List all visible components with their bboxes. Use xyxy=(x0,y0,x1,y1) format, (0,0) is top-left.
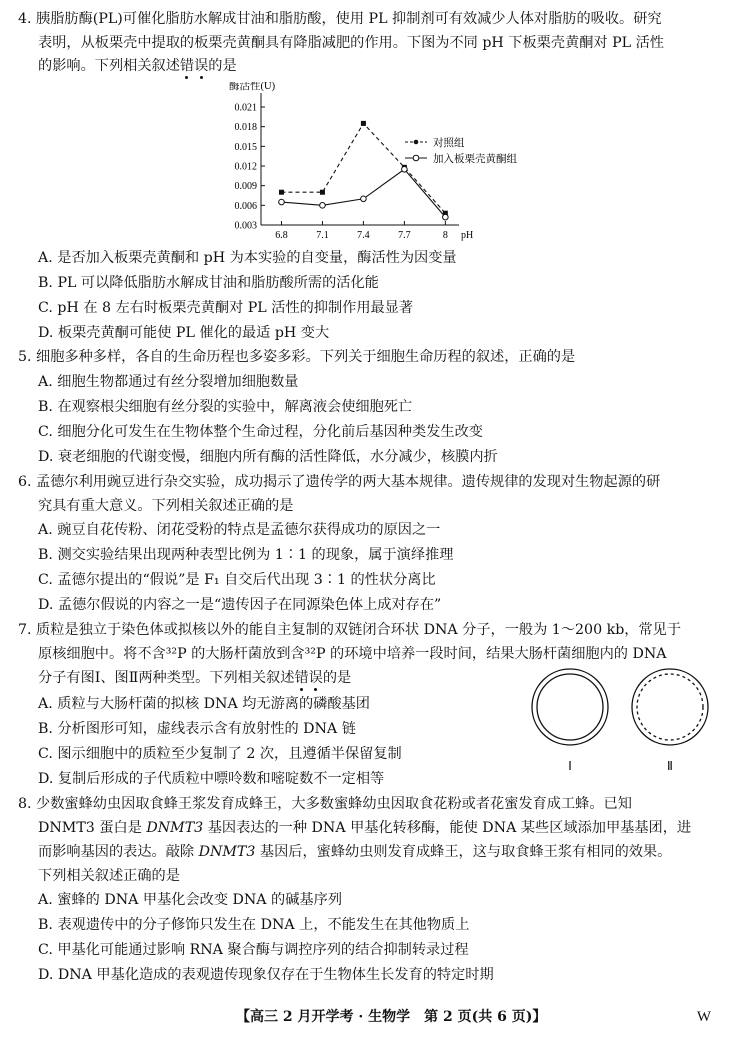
figure-label-1: Ⅰ xyxy=(568,759,572,773)
q8-text: 基因表达的一种 DNA 甲基化转移酶，能使 DNA 某些区域添加甲基基团，进 xyxy=(203,820,692,836)
q4-stem-text: 的影响。下列相关叙述 xyxy=(38,58,180,74)
q4-stem-text: 的是 xyxy=(208,58,237,74)
data-point xyxy=(279,190,284,195)
y-tick-label: 0.015 xyxy=(234,141,257,153)
q8-option-a[interactable]: A. 蜜蜂的 DNA 甲基化会改变 DNA 的碱基序列 xyxy=(38,892,343,908)
q8-stem-line4: 下列相关叙述正确的是 xyxy=(38,868,180,884)
plasmid-figure-1 xyxy=(532,669,608,745)
q4-option-b[interactable]: B. PL 可以降低脂肪水解成甘油和脂肪酸所需的活化能 xyxy=(38,275,379,291)
figure-label-2: Ⅱ xyxy=(667,759,673,773)
q6-option-c[interactable]: C. 孟德尔提出的“假说”是 F₁ 自交后代出现 3∶1 的性状分离比 xyxy=(38,572,436,588)
series-line-2 xyxy=(281,169,445,217)
data-point xyxy=(361,121,366,126)
q7-stem-line2: 原核细胞中。将不含³²P 的大肠杆菌放到含³²P 的环境中培养一段时间，结果大肠杆菌细胞内的 DNA xyxy=(38,646,667,662)
q4-option-a[interactable]: A. 是否加入板栗壳黄酮和 pH 为本实验的自变量，酶活性为因变量 xyxy=(38,250,457,266)
q8-text: 基因后，蜜蜂幼虫则发育成蜂王，这与取食蜂王浆有相同的效果。 xyxy=(255,844,672,860)
q8-stem-line3 xyxy=(38,843,671,861)
q8-option-d[interactable]: D. DNA 甲基化造成的表观遗传现象仅存在于生物体生长发育的特定时期 xyxy=(38,967,494,983)
y-tick-label: 0.018 xyxy=(234,122,257,134)
data-point xyxy=(402,166,408,172)
y-tick-label: 0.003 xyxy=(234,220,257,232)
q8-text: 而影响基因的表达。敲除 xyxy=(38,844,199,860)
y-tick-label: 0.006 xyxy=(234,200,257,212)
gene-name: DNMT3 xyxy=(198,844,256,860)
q7-option-b[interactable]: B. 分析图形可知，虚线表示含有放射性的 DNA 链 xyxy=(38,721,356,737)
legend-marker xyxy=(414,140,419,145)
y-tick-label: 0.021 xyxy=(234,102,257,114)
y-tick-label: 0.012 xyxy=(234,161,257,173)
q5-option-c[interactable]: C. 细胞分化可发生在生物体整个生命过程，分化前后基因种类发生改变 xyxy=(38,424,483,440)
q4-stem-line1: 4. 胰脂肪酶(PL)可催化脂肪水解成甘油和脂肪酸，使用 PL 抑制剂可有效减少人体对脂肪的吸收。研究 xyxy=(18,11,662,27)
y-axis-label: 酶活性(U) xyxy=(229,82,276,92)
x-tick-label: 7.4 xyxy=(357,230,370,241)
data-point xyxy=(320,190,325,195)
legend-label: 加入板栗壳黄酮组 xyxy=(433,154,517,165)
x-axis-label: pH xyxy=(461,230,474,241)
q6-option-d[interactable]: D. 孟德尔假说的内容之一是“遗传因子在同源染色体上成对存在” xyxy=(38,597,442,613)
emphasis-char: 误 xyxy=(308,670,323,686)
emphasis-char: 错 xyxy=(294,670,309,686)
footer-page-info: 【高三 2 月开学考 · 生物学 第 2 页(共 6 页)】 xyxy=(236,1009,547,1025)
q8-option-c[interactable]: C. 甲基化可能通过影响 RNA 聚合酶与调控序列的结合抑制转录过程 xyxy=(38,942,469,958)
q4-option-c[interactable]: C. pH 在 8 左右时板栗壳黄酮对 PL 活性的抑制作用最显著 xyxy=(38,300,414,316)
q5-option-d[interactable]: D. 衰老细胞的代谢变慢，细胞内所有酶的活性降低，水分减少，核膜内折 xyxy=(38,449,498,465)
data-point xyxy=(361,196,367,202)
plasmid-figure-2 xyxy=(632,669,708,745)
q4-option-d[interactable]: D. 板栗壳黄酮可能使 PL 催化的最适 pH 变大 xyxy=(38,325,330,341)
data-point xyxy=(320,203,326,209)
q8-stem-line2 xyxy=(38,819,691,837)
q7-option-c[interactable]: C. 图示细胞中的质粒至少复制了 2 次，且遵循半保留复制 xyxy=(38,746,402,762)
q7-option-d[interactable]: D. 复制后形成的子代质粒中嘌呤数和嘧啶数不一定相等 xyxy=(38,771,385,787)
q5-option-b[interactable]: B. 在观察根尖细胞有丝分裂的实验中，解离液会使细胞死亡 xyxy=(38,399,413,415)
data-point xyxy=(279,199,285,205)
q8-text: DNMT3 蛋白是 xyxy=(38,820,147,836)
gene-name: DNMT3 xyxy=(146,820,204,836)
q7-plasmid-figure xyxy=(528,662,713,777)
q5-option-a[interactable]: A. 细胞生物都通过有丝分裂增加细胞数量 xyxy=(38,374,299,390)
q7-option-a[interactable]: A. 质粒与大肠杆菌的拟核 DNA 均无游离的磷酸基团 xyxy=(38,696,370,712)
q8-option-b[interactable]: B. 表观遗传中的分子修饰只发生在 DNA 上，不能发生在其他物质上 xyxy=(38,917,470,933)
emphasis-char: 错 xyxy=(179,58,195,74)
q4-chart xyxy=(215,82,545,247)
legend-marker xyxy=(413,155,419,161)
q7-stem-line1: 7. 质粒是独立于染色体或拟核以外的能自主复制的双链闭合环状 DNA 分子，一般为 1～200 kb，常见于 xyxy=(18,622,682,638)
q5-stem: 5. 细胞多种多样，各自的生命历程也多姿多彩。下列关于细胞生命历程的叙述，正确的是 xyxy=(18,349,576,365)
q6-option-a[interactable]: A. 豌豆自花传粉、闭花受粉的特点是孟德尔获得成功的原因之一 xyxy=(38,522,441,538)
q7-stem-text: 的是 xyxy=(322,670,352,686)
data-point xyxy=(443,214,449,220)
q6-option-b[interactable]: B. 测交实验结果出现两种表型比例为 1∶1 的现象，属于演绎推理 xyxy=(38,547,454,563)
y-tick-label: 0.009 xyxy=(234,181,257,193)
x-tick-label: 6.8 xyxy=(275,230,288,241)
q7-stem-line3 xyxy=(38,669,351,687)
q7-stem-text: 分子有图Ⅰ、图Ⅱ两种类型。下列相关叙述 xyxy=(38,670,295,686)
x-tick-label: 7.7 xyxy=(398,230,411,241)
x-tick-label: 8 xyxy=(442,230,448,241)
q4-stem-line3 xyxy=(38,57,237,75)
q4-stem-line2: 表明，从板栗壳中提取的板栗壳黄酮具有降脂减肥的作用。下图为不同 pH 下板栗壳黄酮对 PL 活性 xyxy=(38,35,664,51)
legend-label: 对照组 xyxy=(433,138,465,149)
emphasis-char: 误 xyxy=(194,58,209,74)
q6-stem-line1: 6. 孟德尔利用豌豆进行杂交实验，成功揭示了遗传学的两大基本规律。遗传规律的发现对生物起源的研 xyxy=(18,474,661,490)
q6-stem-line2: 究具有重大意义。下列相关叙述正确的是 xyxy=(38,498,294,514)
footer-code: W xyxy=(696,1009,711,1025)
q8-stem-line1: 8. 少数蜜蜂幼虫因取食蜂王浆发育成蜂王，大多数蜜蜂幼虫因取食花粉或者花蜜发育成工蜂。已知 xyxy=(18,796,632,812)
x-tick-label: 7.1 xyxy=(316,230,329,241)
